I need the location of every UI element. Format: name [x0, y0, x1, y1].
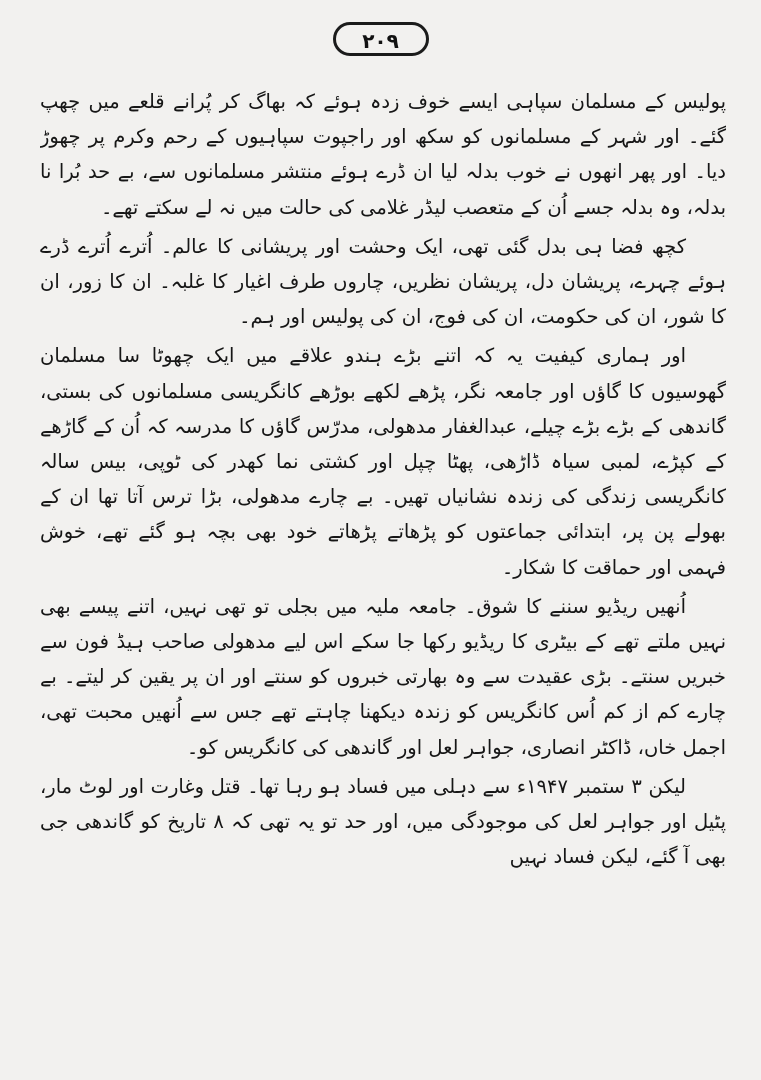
paragraph-4: اُنھیں ریڈیو سننے کا شوق۔ جامعہ ملیہ میں بجلی تو تھی نہیں، اتنے پیسے بھی نہیں ملتے تھے کے بیٹری کا ریڈیو رکھا جا سکے اس لیے مدھولی صاحب ہیڈ فون سے خبریں سنتے۔ بڑی عقیدت سے وہ بھارتی خبروں کو سنتے اور ان پر یقین کر لیتے۔ بے چارے کم از کم اُس کانگریس کو زندہ دیکھنا چاہتے تھے جس سے اُنھیں محبت تھی، اجمل خاں، ڈاکٹر انصاری، جواہر لعل اور گاندھی کی کانگریس کو۔ [40, 594, 726, 759]
page-header [0, 22, 761, 56]
page-number: ۲۰۹ [333, 22, 429, 56]
paragraph-2: کچھ فضا ہی بدل گئی تھی، ایک وحشت اور پریشانی کا عالم۔ اُترے اُترے ڈرے ہوئے چہرے، پریشان دل، پریشان نظریں، چاروں طرف اغیار کا غلبہ۔ ان کا زور، ان کا شور، ان کی حکومت، ان کی فوج، ان کی پولیس اور ہم۔ [40, 234, 726, 329]
paragraph-3: اور ہماری کیفیت یہ کہ اتنے بڑے ہندو علاقے میں ایک چھوٹا سا مسلمان گھوسیوں کا گاؤں اور جامعہ نگر، پڑھے لکھے بوڑھے کانگریسی مسلمانوں کی بستی، گاندھی کے بڑے بڑے چیلے، عبدالغفار مدھولی، مدرّس گاؤں کا مدرسہ کہ اُن کے گاڑھے کے کپڑے، لمبی سیاہ ڈاڑھی، پھٹا چپل اور کشتی نما کھدر کی ٹوپی، بیس سالہ کانگریسی زندگی کی زندہ نشانیاں تھیں۔ بے چارے مدھولی، بڑا ترس آتا تھا ان کے بھولے پن پر، ابتدائی جماعتوں کو پڑھاتے پڑھاتے خود بھی بچہ ہو گئے تھے، خوش فہمی اور حماقت کا شکار۔ [40, 344, 726, 579]
paragraph-1: پولیس کے مسلمان سپاہی ایسے خوف زدہ ہوئے کہ بھاگ کر پُرانے قلعے میں چھپ گئے۔ اور شہر کے مسلمانوں کو سکھ اور راجپوت سپاہیوں کے رحم وکرم پر چھوڑ دیا۔ اور پھر انھوں نے خوب بدلہ لیا ان ڈرے ہوئے منتشر مسلمانوں سے، بے حد بُرا نا بدلہ، وہ بدلہ جسے اُن کے متعصب لیڈر غلامی کی حالت میں نہ لے سکتے تھے۔ [40, 90, 726, 219]
page-text [40, 84, 726, 1064]
paragraph-5: لیکن ۳ ستمبر ۱۹۴۷ء سے دہلی میں فساد ہو رہا تھا۔ قتل وغارت اور لوٹ مار، پٹیل اور جواہر لعل کی موجودگی میں، اور حد تو یہ تھی کہ ۸ تاریخ کو گاندھی جی بھی آ گئے، لیکن فساد نہیں [40, 774, 726, 869]
